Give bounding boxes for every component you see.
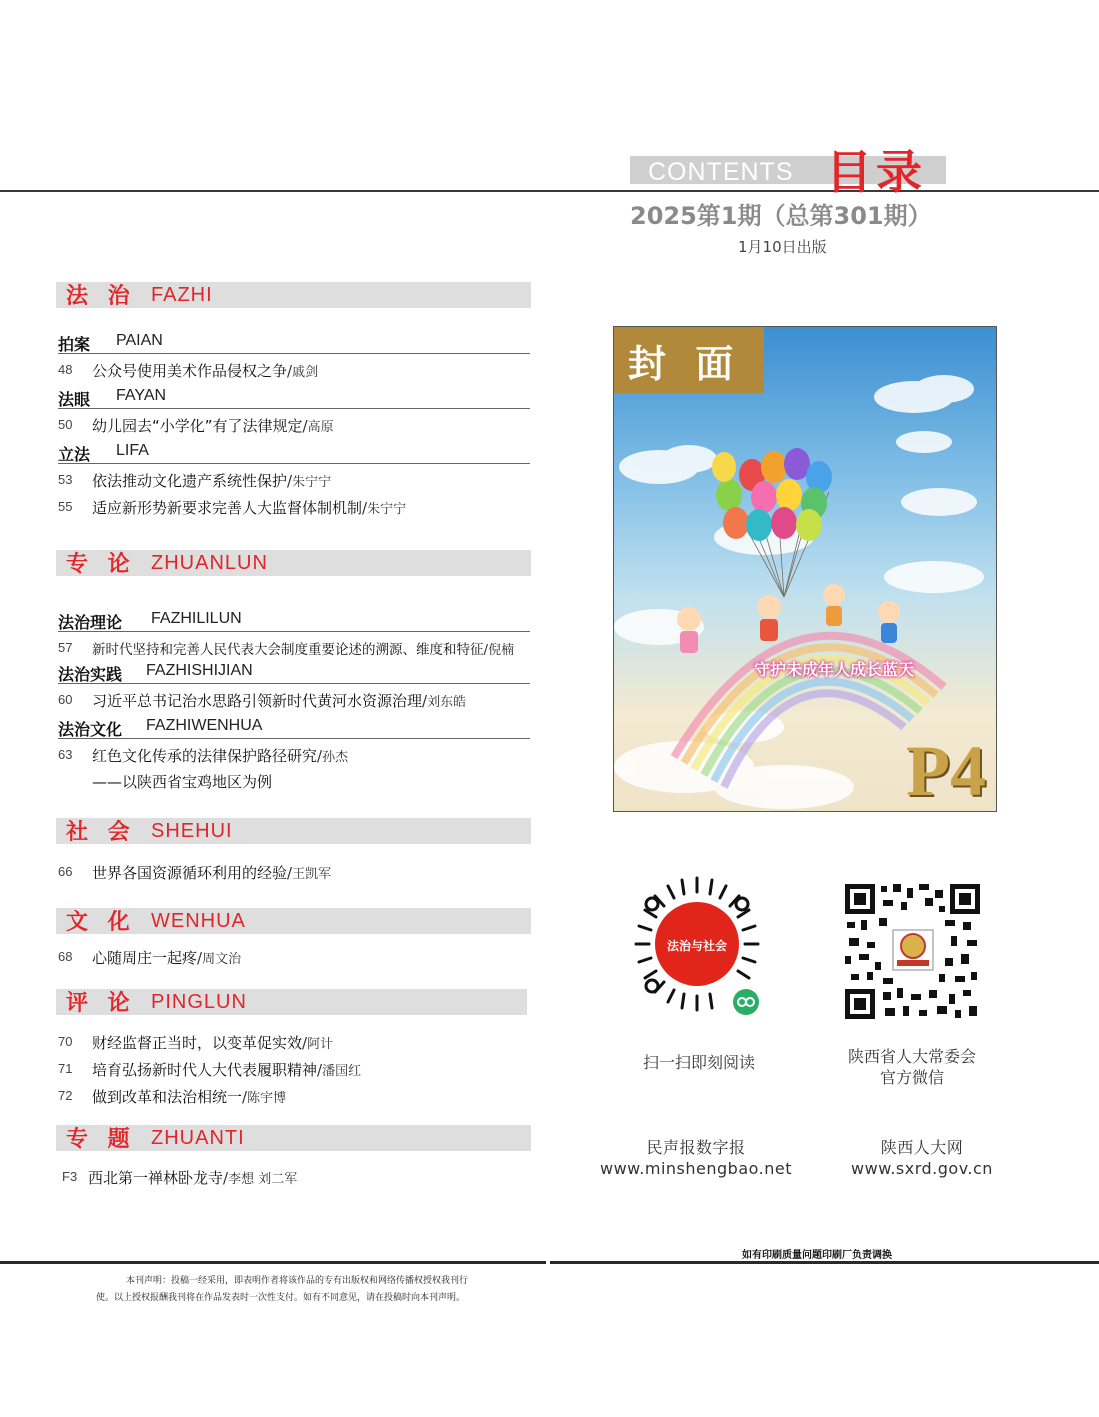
column-title-cn: 法治实践 bbox=[58, 665, 123, 684]
column-title-en: PAIAN bbox=[116, 332, 163, 349]
link-url: www.sxrd.gov.cn bbox=[851, 1159, 993, 1178]
page-number: 68 bbox=[58, 949, 73, 964]
qr-right-label-line1: 陕西省人大常委会 bbox=[847, 1047, 976, 1066]
column-fazhiwenhua bbox=[58, 716, 530, 739]
section-zhuanlun bbox=[56, 550, 531, 576]
section-title-en: ZHUANTI bbox=[151, 1127, 245, 1149]
toc-entry[interactable] bbox=[58, 744, 538, 766]
link-name: 民声报数字报 bbox=[646, 1138, 746, 1157]
contents-label-en: CONTENTS bbox=[648, 158, 794, 186]
column-title-cn: 拍案 bbox=[58, 335, 91, 354]
article-title: 心随周庄一起疼/周文治 bbox=[92, 949, 242, 967]
section-title-cn: 社 会 bbox=[66, 820, 136, 845]
toc-entry[interactable] bbox=[58, 414, 538, 436]
page-number: 48 bbox=[58, 362, 73, 377]
copyright-statement-line2: 使。以上授权报酬我刊将在作品发表时一次性支付。如有不同意见，请在投稿时向本刊声明。 bbox=[96, 1293, 466, 1303]
column-fazhililun bbox=[58, 609, 530, 632]
qr-left-label: 扫一扫即刻阅读 bbox=[642, 1053, 755, 1072]
column-title-en: LIFA bbox=[116, 442, 149, 459]
page-number: 71 bbox=[58, 1061, 73, 1076]
article-author: 倪楠 bbox=[488, 643, 515, 658]
link-name: 陕西人大网 bbox=[880, 1138, 964, 1157]
footer-rule-left bbox=[0, 1261, 546, 1264]
section-shehui bbox=[56, 818, 531, 844]
section-title-cn: 专 论 bbox=[66, 552, 136, 577]
article-title: 适应新形势新要求完善人大监督体制机制/朱宁宁 bbox=[92, 499, 407, 517]
page-number: 70 bbox=[58, 1034, 73, 1049]
page-number: 55 bbox=[58, 499, 73, 514]
link-sxrd[interactable] bbox=[836, 1137, 1008, 1179]
toc-entry[interactable] bbox=[58, 359, 538, 381]
article-author: 孙杰 bbox=[322, 750, 349, 765]
cover-caption: 守护未成年人成长蓝天 bbox=[754, 660, 915, 679]
toc-entry[interactable] bbox=[58, 469, 538, 491]
toc-entry[interactable] bbox=[62, 1166, 542, 1188]
toc-entry[interactable] bbox=[58, 1031, 538, 1053]
column-title-cn: 立法 bbox=[58, 445, 91, 464]
toc-entry[interactable] bbox=[58, 1058, 538, 1080]
article-title: 西北第一禅林卧龙寺/李想 刘二军 bbox=[88, 1169, 298, 1187]
article-author: 朱宁宁 bbox=[367, 502, 407, 517]
page-number: 53 bbox=[58, 472, 73, 487]
column-paian bbox=[58, 331, 530, 354]
publish-date: 1月10日出版 bbox=[738, 238, 827, 256]
section-wenhua bbox=[56, 908, 531, 934]
page-number: 57 bbox=[58, 640, 73, 655]
article-title: 财经监督正当时，以变革促实效/阿计 bbox=[92, 1034, 334, 1052]
section-title-en: FAZHI bbox=[151, 284, 213, 306]
link-minshengbao[interactable] bbox=[586, 1137, 806, 1179]
toc-entry[interactable] bbox=[58, 946, 538, 968]
section-pinglun bbox=[56, 989, 527, 1015]
column-lifa bbox=[58, 441, 530, 464]
print-quality-note: 如有印刷质量问题印刷厂负责调换 bbox=[742, 1250, 892, 1261]
article-author: 阿计 bbox=[307, 1037, 334, 1052]
article-title: 幼儿园去“小学化”有了法律规定/高原 bbox=[92, 417, 334, 435]
toc-entry[interactable] bbox=[58, 637, 538, 659]
article-author: 周文治 bbox=[202, 952, 242, 967]
toc-entry-subtitle bbox=[58, 770, 538, 792]
article-author: 潘国红 bbox=[322, 1064, 362, 1079]
section-title-cn: 法 治 bbox=[66, 284, 136, 309]
qr-right-label-line2: 官方微信 bbox=[879, 1068, 944, 1087]
contents-label-cn: 目录 bbox=[826, 145, 926, 199]
page-number: 60 bbox=[58, 692, 73, 707]
article-title: 依法推动文化遗产系统性保护/朱宁宁 bbox=[92, 472, 332, 490]
cover-title: 封 面 bbox=[628, 342, 742, 386]
column-title-en: FAZHIWENHUA bbox=[146, 717, 263, 734]
column-title-cn: 法治文化 bbox=[58, 720, 123, 739]
column-title-en: FAZHISHIJIAN bbox=[146, 662, 253, 679]
column-fayan bbox=[58, 386, 530, 409]
article-title: 公众号使用美术作品侵权之争/戚剑 bbox=[92, 362, 319, 380]
page-number: 72 bbox=[58, 1088, 73, 1103]
toc-entry[interactable] bbox=[58, 689, 538, 711]
toc-entry[interactable] bbox=[58, 496, 538, 518]
link-url: www.minshengbao.net bbox=[600, 1159, 792, 1178]
page-number: 50 bbox=[58, 417, 73, 432]
cover-page-number: P4 bbox=[906, 731, 986, 811]
article-author: 李想 刘二军 bbox=[228, 1172, 298, 1187]
page-number: F3 bbox=[62, 1169, 78, 1184]
page-number: 66 bbox=[58, 864, 73, 879]
article-author: 朱宁宁 bbox=[292, 475, 332, 490]
column-title-en: FAZHILILUN bbox=[151, 610, 242, 627]
article-title: 新时代坚持和完善人民代表大会制度重要论述的溯源、维度和特征/倪楠 bbox=[92, 642, 515, 658]
wechat-qr-code-icon[interactable] bbox=[845, 884, 980, 1019]
section-title-cn: 专 题 bbox=[66, 1127, 136, 1152]
toc-entry[interactable] bbox=[58, 861, 538, 883]
section-title-en: SHEHUI bbox=[151, 820, 233, 842]
footer-rule-right bbox=[550, 1261, 1099, 1264]
article-title: 红色文化传承的法律保护路径研究/孙杰 bbox=[92, 747, 349, 765]
article-title: 世界各国资源循环利用的经验/王凯军 bbox=[92, 864, 332, 882]
column-title-cn: 法眼 bbox=[58, 390, 91, 409]
page-number: 63 bbox=[58, 747, 73, 762]
mini-program-logo-text: 法治与社会 bbox=[666, 939, 728, 953]
section-title-cn: 文 化 bbox=[66, 910, 136, 935]
article-author: 陈宇博 bbox=[247, 1091, 287, 1106]
article-author: 王凯军 bbox=[292, 867, 332, 882]
column-fazhishijian bbox=[58, 661, 530, 684]
qr-right-label bbox=[830, 1046, 994, 1088]
issue-number: 2025第1期（总第301期） bbox=[630, 202, 932, 230]
article-title: 培育弘扬新时代人大代表履职精神/潘国红 bbox=[92, 1061, 362, 1079]
article-title: 习近平总书记治水思路引领新时代黄河水资源治理/刘东皓 bbox=[92, 692, 467, 710]
toc-entry[interactable] bbox=[58, 1085, 538, 1107]
section-zhuanti bbox=[56, 1125, 531, 1151]
section-title-en: PINGLUN bbox=[151, 991, 247, 1013]
header-rule bbox=[0, 190, 1099, 192]
column-title-en: FAYAN bbox=[116, 387, 167, 404]
article-subtitle: ——以陕西省宝鸡地区为例 bbox=[92, 773, 273, 791]
mini-program-code-icon[interactable] bbox=[624, 874, 770, 1030]
section-title-en: ZHUANLUN bbox=[151, 552, 268, 574]
section-title-en: WENHUA bbox=[151, 910, 246, 932]
section-title-cn: 评 论 bbox=[66, 991, 136, 1016]
article-title: 做到改革和法治相统一/陈宇博 bbox=[92, 1088, 287, 1106]
article-author: 刘东皓 bbox=[427, 695, 467, 710]
copyright-statement-line1: 本刊声明：投稿一经采用，即表明作者将该作品的专有出版权和网络传播权授权我刊行 bbox=[126, 1276, 469, 1286]
column-title-cn: 法治理论 bbox=[58, 613, 123, 632]
section-fazhi bbox=[56, 282, 531, 308]
article-author: 高原 bbox=[307, 420, 334, 435]
article-author: 戚剑 bbox=[292, 365, 319, 380]
cover-image[interactable] bbox=[613, 326, 997, 812]
